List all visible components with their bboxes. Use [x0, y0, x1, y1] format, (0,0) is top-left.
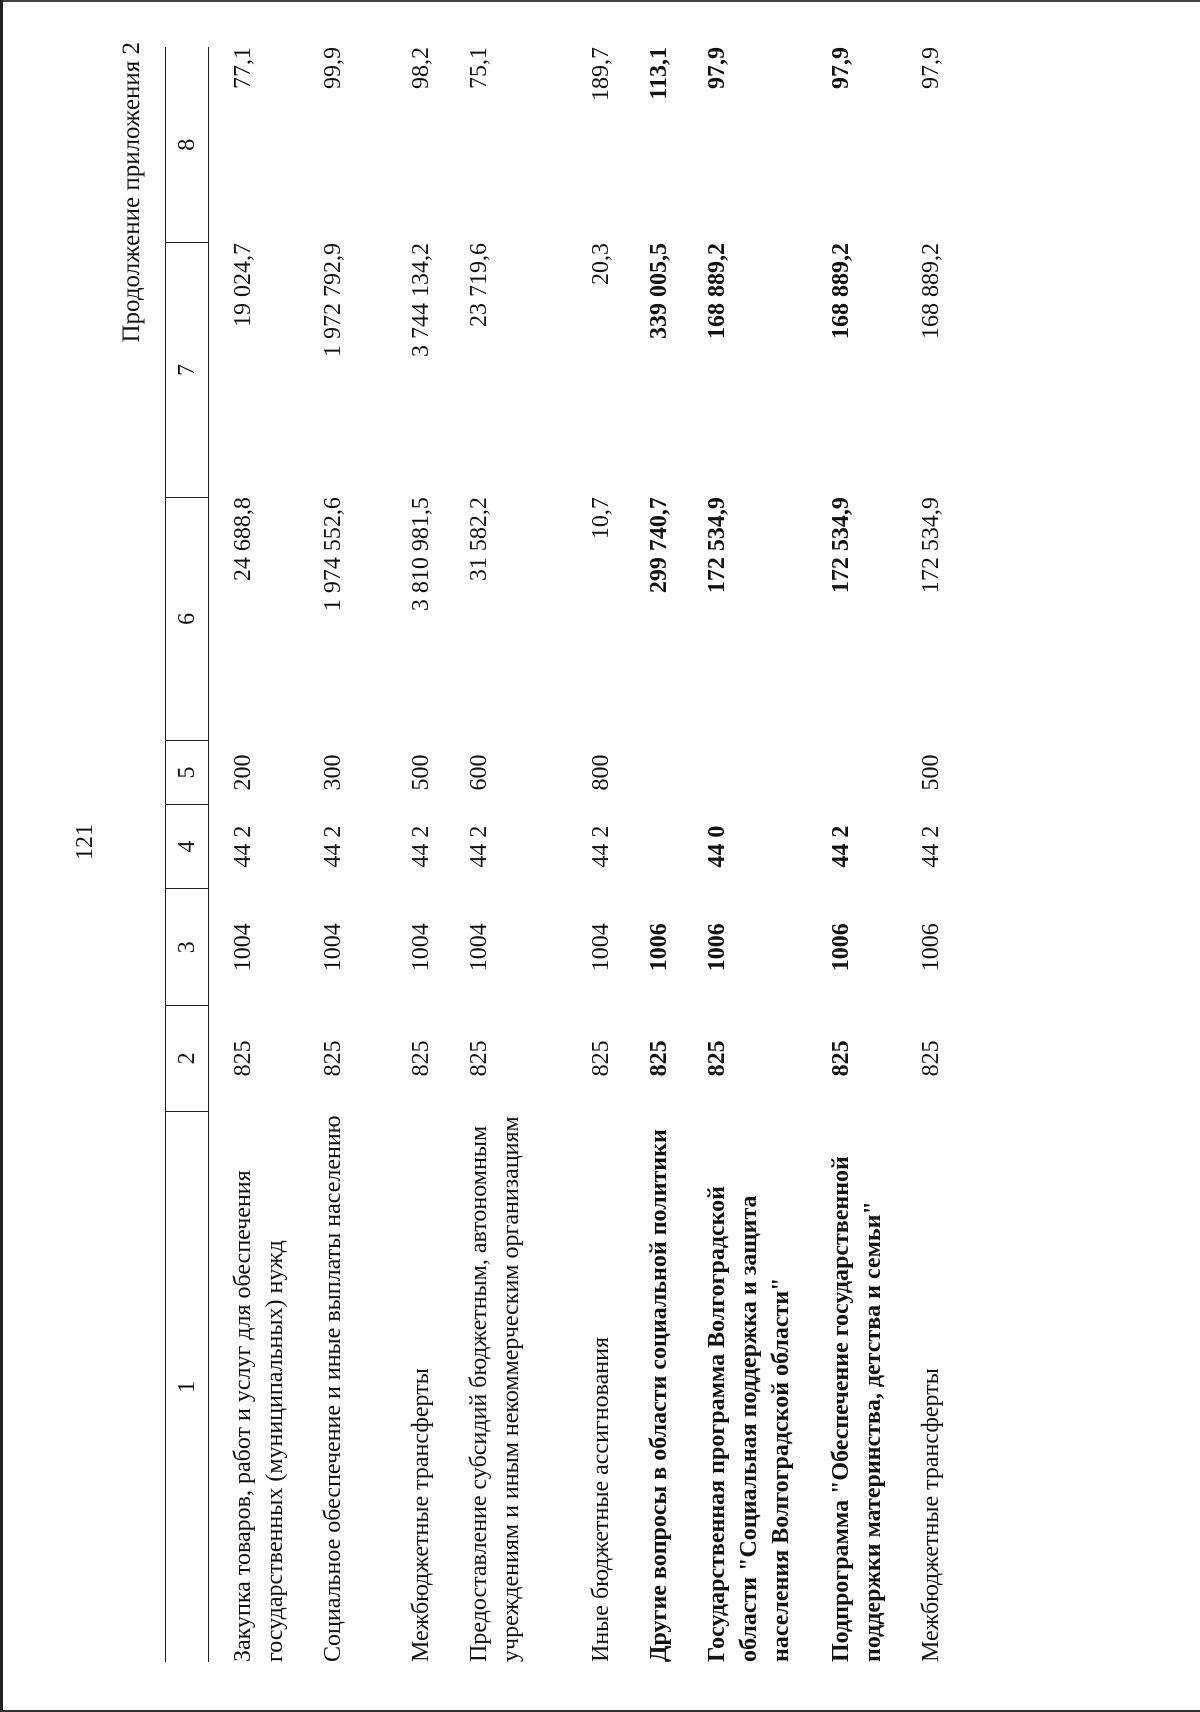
row-code-section: 1006 — [703, 923, 730, 972]
row-code-target: 44 2 — [319, 825, 346, 868]
row-code-expense — [625, 741, 683, 805]
header-col-5: 5 — [166, 741, 209, 805]
row-code-target: 44 2 — [465, 825, 492, 868]
row-code-section: 1004 — [465, 923, 492, 972]
row-value-plan: 31 582,2 — [465, 497, 492, 582]
row-value-percent: 97,9 — [827, 47, 854, 89]
row-code-target: 44 2 — [827, 825, 854, 868]
row-value-actual: 339 005,5 — [645, 242, 672, 339]
row-value-percent: 99,9 — [319, 47, 346, 89]
row-value-plan: 172 534,9 — [917, 497, 944, 594]
table-row — [387, 47, 445, 1662]
row-code-admin: 825 — [465, 1040, 492, 1077]
row-value-actual: 168 889,2 — [703, 242, 730, 339]
header-col-1: 1 — [166, 1111, 209, 1662]
row-code-admin: 825 — [319, 1040, 346, 1077]
row-code-target: 44 2 — [587, 825, 614, 868]
row-code-expense: 600 — [465, 754, 492, 791]
row-code-admin: 825 — [917, 1040, 944, 1077]
row-code-section: 1004 — [407, 923, 434, 972]
row-value-plan: 1 974 552,6 — [319, 497, 346, 612]
row-name: Закупка товаров, работ и услуг для обеспечения государственных (муниципальных) нужд — [230, 1170, 288, 1662]
table-row — [299, 47, 387, 1662]
row-value-percent: 98,2 — [407, 47, 434, 89]
row-name: Межбюджетные трансферты — [407, 1368, 434, 1662]
row-value-percent: 77,1 — [230, 47, 256, 89]
header-col-4: 4 — [166, 804, 209, 889]
row-code-section: 1004 — [319, 923, 346, 972]
header-col-2: 2 — [166, 1005, 209, 1111]
row-code-expense: 500 — [407, 754, 434, 791]
row-code-expense — [683, 741, 807, 805]
row-value-actual: 19 024,7 — [230, 242, 256, 327]
header-row — [166, 47, 209, 1662]
row-code-expense: 800 — [587, 754, 614, 791]
table-row-subprogram — [807, 47, 897, 1662]
continuation-caption: Продолжение приложения 2 — [118, 42, 145, 343]
budget-table — [165, 47, 955, 1662]
row-code-target: 44 2 — [230, 825, 256, 868]
row-name: Межбюджетные трансферты — [917, 1368, 944, 1662]
table-row — [445, 47, 567, 1662]
row-name: Социальное обеспечение и иные выплаты населению — [319, 1115, 346, 1662]
row-value-percent: 97,9 — [703, 47, 730, 89]
table-row — [209, 47, 299, 1662]
row-code-section: 1006 — [827, 923, 854, 972]
row-name: Предоставление субсидий бюджетным, автономным учреждениям и иным некоммерческим организациям — [465, 1116, 524, 1662]
row-value-percent: 189,7 — [587, 47, 614, 101]
table-row-total — [625, 47, 683, 1662]
row-value-plan: 10,7 — [587, 497, 614, 540]
row-value-percent: 113,1 — [645, 47, 672, 100]
row-value-actual: 1 972 792,9 — [319, 242, 346, 357]
header-col-3: 3 — [166, 889, 209, 1005]
row-value-actual: 20,3 — [587, 242, 614, 285]
row-code-target: 44 0 — [703, 825, 730, 868]
row-code-expense — [807, 741, 897, 805]
row-value-actual: 168 889,2 — [917, 242, 944, 339]
row-code-expense: 200 — [230, 754, 256, 791]
row-code-admin: 825 — [587, 1040, 614, 1077]
row-name: Иные бюджетные ассигнования — [587, 1337, 614, 1662]
page-number: 121 — [72, 824, 98, 860]
row-code-expense: 300 — [319, 754, 346, 791]
row-value-plan: 172 534,9 — [703, 497, 730, 594]
header-col-8: 8 — [166, 47, 209, 243]
row-code-section: 1006 — [917, 923, 944, 972]
row-code-section: 1004 — [587, 923, 614, 972]
header-col-6: 6 — [166, 497, 209, 741]
table-row-program — [683, 47, 807, 1662]
row-value-actual: 168 889,2 — [827, 242, 854, 339]
row-value-percent: 97,9 — [917, 47, 944, 89]
row-value-actual: 23 719,6 — [465, 242, 492, 327]
header-col-7: 7 — [166, 243, 209, 497]
row-name: Подпрограмма "Обеспечение государственной поддержки материнства, детства и семьи" — [827, 1156, 886, 1662]
row-code-target — [625, 804, 683, 889]
row-code-target: 44 2 — [917, 825, 944, 868]
row-value-plan: 299 740,7 — [645, 497, 672, 594]
row-code-section: 1004 — [230, 923, 256, 972]
table-row — [897, 47, 955, 1662]
row-code-admin: 825 — [703, 1040, 730, 1077]
row-value-plan: 172 534,9 — [827, 497, 854, 594]
row-value-percent: 75,1 — [465, 47, 492, 89]
row-name: Другие вопросы в области социальной политики — [645, 1129, 672, 1662]
row-code-admin: 825 — [645, 1040, 672, 1077]
row-value-plan: 24 688,8 — [230, 497, 256, 582]
row-value-plan: 3 810 981,5 — [407, 497, 434, 612]
row-code-admin: 825 — [230, 1040, 256, 1077]
row-code-target: 44 2 — [407, 825, 434, 868]
row-code-section: 1006 — [645, 923, 672, 972]
row-code-expense: 500 — [917, 754, 944, 791]
row-name: Государственная программа Волгоградской области "Социальная поддержка и защита населения Волгоградской области" — [703, 1186, 794, 1662]
row-value-actual: 3 744 134,2 — [407, 242, 434, 357]
row-code-admin: 825 — [407, 1040, 434, 1077]
table-row — [567, 47, 625, 1662]
row-code-admin: 825 — [827, 1040, 854, 1077]
